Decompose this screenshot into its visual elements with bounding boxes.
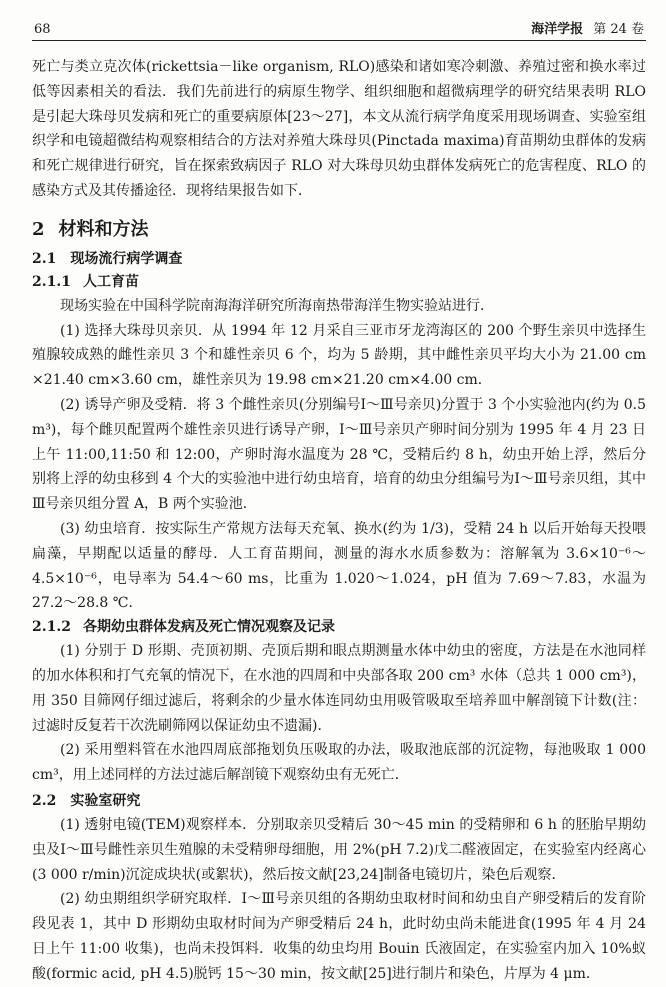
paragraph: (1) 分别于 D 形期、壳顶初期、壳顶后期和眼点期测量水体中幼虫的密度，方法是在水池同样的加水体积和打气充氧的情况下，在水池的四周和中央部各取 200 cm³ 水体（总共 1 000 cm³)，用 350 目筛网仔细过滤后，将剩余的少量水体连同幼虫用吸管吸取至培养皿中解剖镜下计数(注：过滤时反复若干次洗刷筛网以保证幼虫不遗漏)． — [32, 643, 646, 734]
paragraph: 现场实验在中国科学院南海海洋研究所海南热带海洋生物实验站进行． — [60, 297, 494, 314]
section-title: 材料和方法 — [58, 218, 149, 240]
paragraph-intro: 死亡与类立克次体(rickettsia－like organism, RLO)感染和诸如寒冷刺激、养殖过密和换水率过低等因素相关的看法．我们先前进行的病原生物学、组织细胞和超微病理学的研究结果表明 RLO 是引起大珠母贝发病和死亡的重要病原体[23～27]，本文从流行病学角度采用现场调查、实验室组织学和电镜超微结构观察相结合的方法对养殖大珠母贝(Pinctada maxima)育苗期幼虫群体的发病和死亡规律进行研究，旨在探索致病因子 RLO 对大珠母贝幼虫群体发病死亡的危害程度、RLO 的感染方式及其传播途径．现将结果报告如下． — [32, 59, 646, 199]
subsection-number: 2.2 — [32, 792, 57, 809]
subsubsection-number: 2.1.1 — [32, 273, 71, 290]
page-number: 68 — [34, 22, 51, 37]
section-number: 2 — [32, 218, 45, 240]
paragraph: (1) 选择大珠母贝亲贝．从 1994 年 12 月采自三亚市牙龙湾海区的 200 个野生亲贝中选择生殖腺较成熟的雌性亲贝 3 个和雄性亲贝 6 个，均为 5 龄期，其中雌性亲贝平均大小为 21.00 cm ×21.40 cm×3.60 cm，雄性亲贝为 19.98 cm×21.20 cm×4.00 cm． — [32, 322, 646, 389]
subsection-title: 实验室研究 — [70, 792, 141, 809]
volume-label: 第 24 卷 — [593, 22, 644, 37]
section-heading-2 — [32, 216, 646, 244]
subsection-heading-2-2 — [32, 790, 646, 813]
subsection-heading-2-1 — [32, 248, 646, 271]
paragraph: (3) 幼虫培育．按实际生产常规方法每天充氧、换水(约为 1/3)，受精 24 h 以后开始每天投喂扁藻，早期配以适量的酵母．人工育苗期间，测量的海水水质参数为：溶解氧为 3.6×10⁻⁶～4.5×10⁻⁶，电导率为 54.4～60 ms，比重为 1.020～1.024，pH 值为 7.69～7.83，水温为 27.2～28.8 ℃． — [32, 520, 646, 612]
paragraph: (2) 幼虫期组织学研究取样．Ⅰ～Ⅲ号亲贝组的各期幼虫取材时间和幼虫自产卵受精后的发育阶段见表 1，其中 D 形期幼虫取材时间为产卵受精后 24 h，此时幼虫尚未能进食(1995 年 4 月 24 日上午 11:00 收集)，也尚未投饵料．收集的幼虫均用 Bouin 氏液固定，在实验室内加入 10%蚁酸(formic acid, pH 4.5)脱钙 15～30 min，按文献[25]进行制片和染色，片厚为 4 μm． — [32, 891, 646, 982]
paragraph: (2) 诱导产卵及受精．将 3 个雌性亲贝(分别编号Ⅰ～Ⅲ号亲贝)分置于 3 个小实验池内(约为 0.5 m³)，每个雌贝配置两个雄性亲贝进行诱导产卵，Ⅰ～Ⅲ号亲贝产卵时间分别为 1995 年 4 月 23 日上午 11:00,11:50 和 12:00，产卵时海水温度为 28 ℃，受精后约 8 h，幼虫开始上浮，然后分别将上浮的幼虫移到 4 个大的实验池中进行幼虫培育，培育的幼虫分组编号为Ⅰ～Ⅲ号亲贝组，其中Ⅲ号亲贝组分置 A，B 两个实验池． — [32, 396, 646, 513]
article-body — [32, 55, 646, 987]
subsubsection-heading-2-1-2 — [32, 616, 646, 639]
page — [32, 18, 646, 987]
subsubsection-title: 人工育苗 — [82, 273, 139, 290]
subsubsection-number: 2.1.2 — [32, 619, 71, 636]
subsection-title: 现场流行病学调查 — [70, 250, 183, 267]
paragraph: (1) 透射电镜(TEM)观察样本．分别取亲贝受精后 30～45 min 的受精卵和 6 h 的胚胎早期幼虫及Ⅰ～Ⅲ号雌性亲贝生殖腺的未受精卵母细胞，用 2%(pH 7.2)戊二醛液固定，在实验室内经离心(3 000 r/min)沉淀成块状(或絮状)，然后按文献[23,24]制备电镜切片，染色后观察． — [32, 816, 646, 883]
subsection-number: 2.1 — [32, 250, 57, 267]
subsubsection-heading-2-1-1 — [32, 271, 646, 294]
journal-name: 海洋学报 — [531, 22, 584, 37]
paragraph: (2) 采用塑料管在水池四周底部拖划负压吸取的办法，吸取池底部的沉淀物，每池吸取 1 000 cm³，用上述同样的方法过滤后解剖镜下观察幼虫有无死亡． — [32, 742, 646, 784]
running-header — [32, 18, 646, 41]
subsubsection-title: 各期幼虫群体发病及死亡情况观察及记录 — [82, 619, 335, 636]
journal-info — [531, 18, 644, 37]
